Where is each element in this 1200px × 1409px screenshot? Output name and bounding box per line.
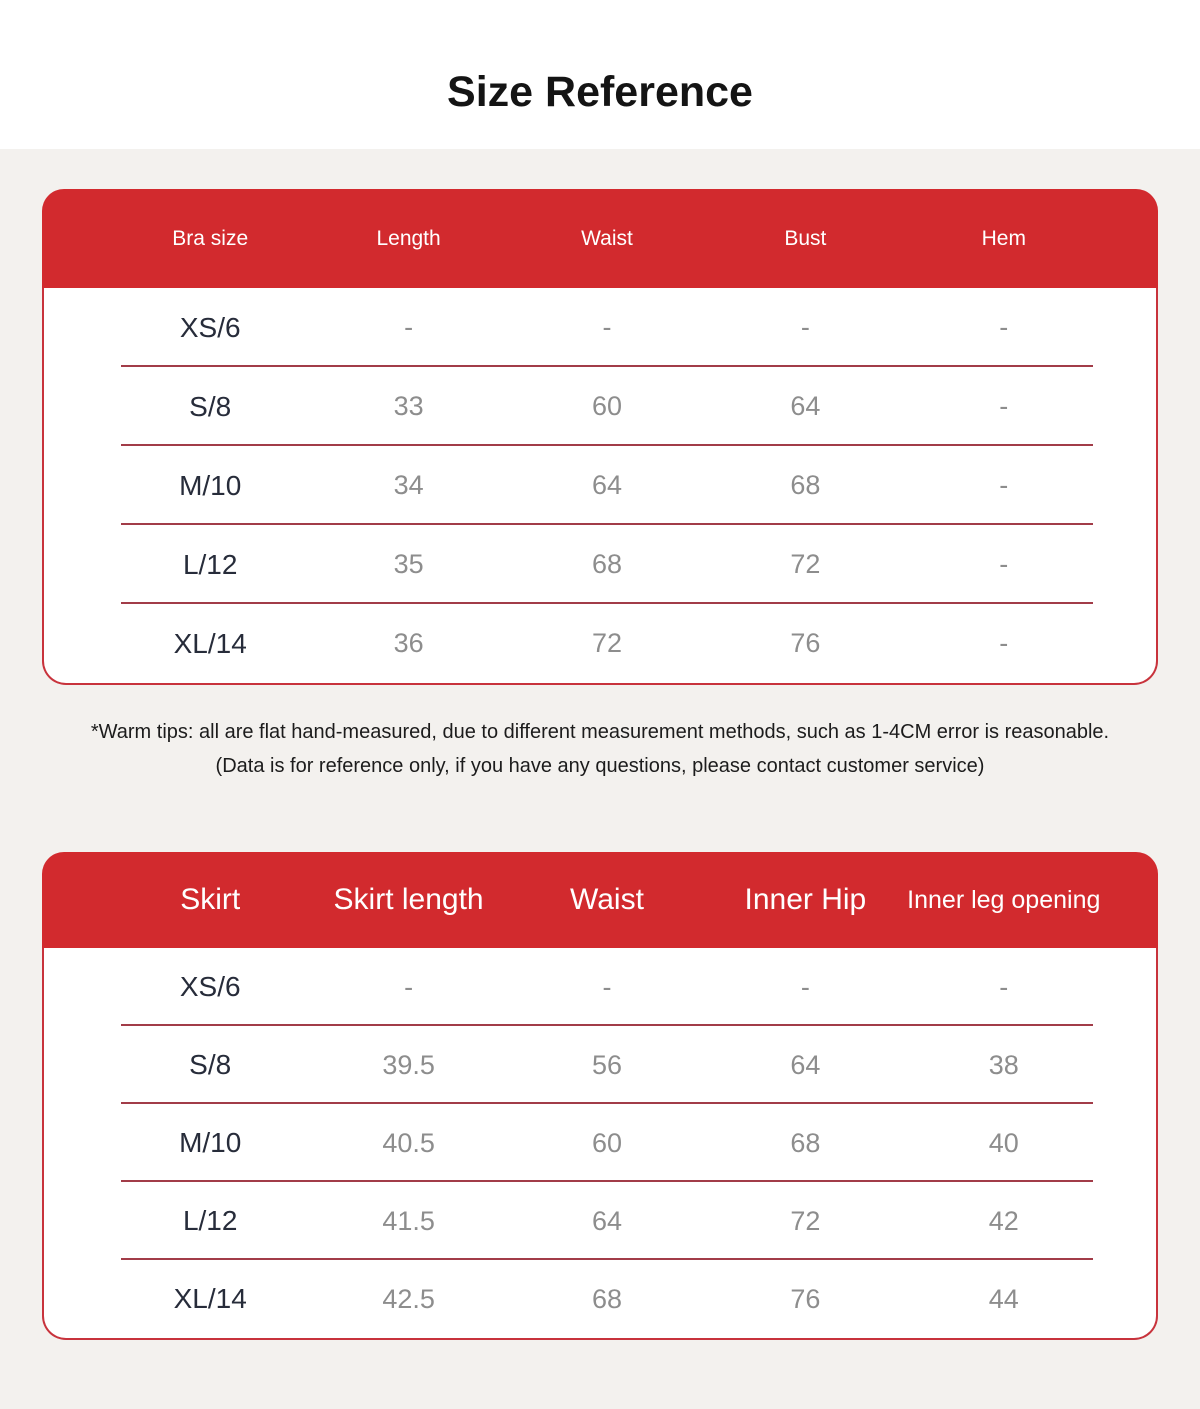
- size-label: XS/6: [179, 311, 241, 343]
- size-label: XS/6: [179, 971, 241, 1002]
- value-cell: -: [999, 971, 1009, 1002]
- size-label: L/12: [182, 1205, 238, 1236]
- header-cell-skirt: Skirt: [180, 883, 241, 916]
- table-row: [44, 446, 1156, 525]
- header-cell-inner-leg-opening: Inner leg opening: [907, 885, 1101, 914]
- skirt-size-table: [42, 852, 1158, 1340]
- table-row: [44, 288, 1156, 367]
- table-row: [44, 1182, 1156, 1260]
- header-cell-hem: Hem: [981, 226, 1026, 250]
- value-cell: 72: [591, 628, 623, 658]
- size-label: M/10: [179, 469, 242, 501]
- table-row: [44, 367, 1156, 446]
- header-cell-skirt-length: Skirt length: [333, 883, 484, 916]
- value-cell: -: [999, 391, 1009, 421]
- header-cell-inner-hip: Inner Hip: [744, 883, 867, 916]
- title-band: [0, 0, 1200, 149]
- page-content: [0, 149, 1200, 1409]
- value-cell: 41.5: [382, 1205, 435, 1236]
- size-label: XL/14: [173, 1283, 247, 1314]
- table-row: [44, 604, 1156, 683]
- value-cell: 64: [790, 1049, 821, 1080]
- table-row: [44, 1026, 1156, 1104]
- value-cell: 44: [988, 1283, 1019, 1314]
- value-cell: 35: [393, 549, 424, 579]
- bra-table-header-row: [42, 189, 1158, 288]
- value-cell: 36: [393, 628, 424, 658]
- size-label: S/8: [189, 390, 232, 422]
- value-cell: 60: [591, 1127, 623, 1158]
- value-cell: 64: [591, 1205, 623, 1236]
- bra-table-body: [42, 288, 1158, 685]
- value-cell: 60: [591, 391, 623, 421]
- value-cell: 42.5: [382, 1283, 435, 1314]
- table-row: [44, 525, 1156, 604]
- header-cell-bra-size: Bra size: [172, 226, 249, 250]
- skirt-table-body: [42, 948, 1158, 1340]
- value-cell: -: [404, 312, 414, 342]
- value-cell: 72: [790, 549, 821, 579]
- warm-tips-line2: (Data is for reference only, if you have any questions, please contact customer service): [215, 755, 985, 777]
- value-cell: 40: [988, 1127, 1019, 1158]
- size-label: L/12: [182, 548, 238, 580]
- table-row: [44, 1260, 1156, 1338]
- value-cell: -: [999, 470, 1009, 500]
- value-cell: 40.5: [382, 1127, 435, 1158]
- value-cell: -: [404, 971, 414, 1002]
- header-cell-bust: Bust: [784, 226, 827, 250]
- value-cell: 68: [790, 1127, 821, 1158]
- value-cell: -: [602, 971, 612, 1002]
- value-cell: 76: [790, 1283, 821, 1314]
- value-cell: 76: [790, 628, 821, 658]
- value-cell: 42: [988, 1205, 1019, 1236]
- value-cell: 56: [591, 1049, 623, 1080]
- table-row: [44, 1104, 1156, 1182]
- header-cell-length: Length: [376, 226, 441, 250]
- table-row: [44, 948, 1156, 1026]
- value-cell: 33: [393, 391, 424, 421]
- value-cell: -: [999, 549, 1009, 579]
- warm-tips: [0, 715, 1200, 783]
- value-cell: 68: [591, 549, 623, 579]
- value-cell: -: [602, 312, 612, 342]
- page-title: Size Reference: [447, 68, 753, 116]
- size-label: S/8: [189, 1049, 232, 1080]
- value-cell: 68: [790, 470, 821, 500]
- size-label: XL/14: [173, 627, 247, 659]
- value-cell: 72: [790, 1205, 821, 1236]
- bra-size-table: [42, 189, 1158, 685]
- warm-tips-line1: *Warm tips: all are flat hand-measured, due to different measurement methods, such as 1-4CM error is reasonable.: [90, 721, 1110, 743]
- header-cell-waist: Waist: [570, 883, 644, 916]
- value-cell: 64: [790, 391, 821, 421]
- value-cell: 38: [988, 1049, 1019, 1080]
- value-cell: -: [999, 312, 1009, 342]
- value-cell: -: [800, 971, 810, 1002]
- value-cell: 34: [393, 470, 424, 500]
- value-cell: 68: [591, 1283, 623, 1314]
- header-cell-waist: Waist: [581, 226, 633, 250]
- value-cell: 39.5: [382, 1049, 435, 1080]
- skirt-table-header-row: [42, 852, 1158, 948]
- value-cell: -: [800, 312, 810, 342]
- value-cell: -: [999, 628, 1009, 658]
- size-label: M/10: [179, 1127, 242, 1158]
- value-cell: 64: [591, 470, 623, 500]
